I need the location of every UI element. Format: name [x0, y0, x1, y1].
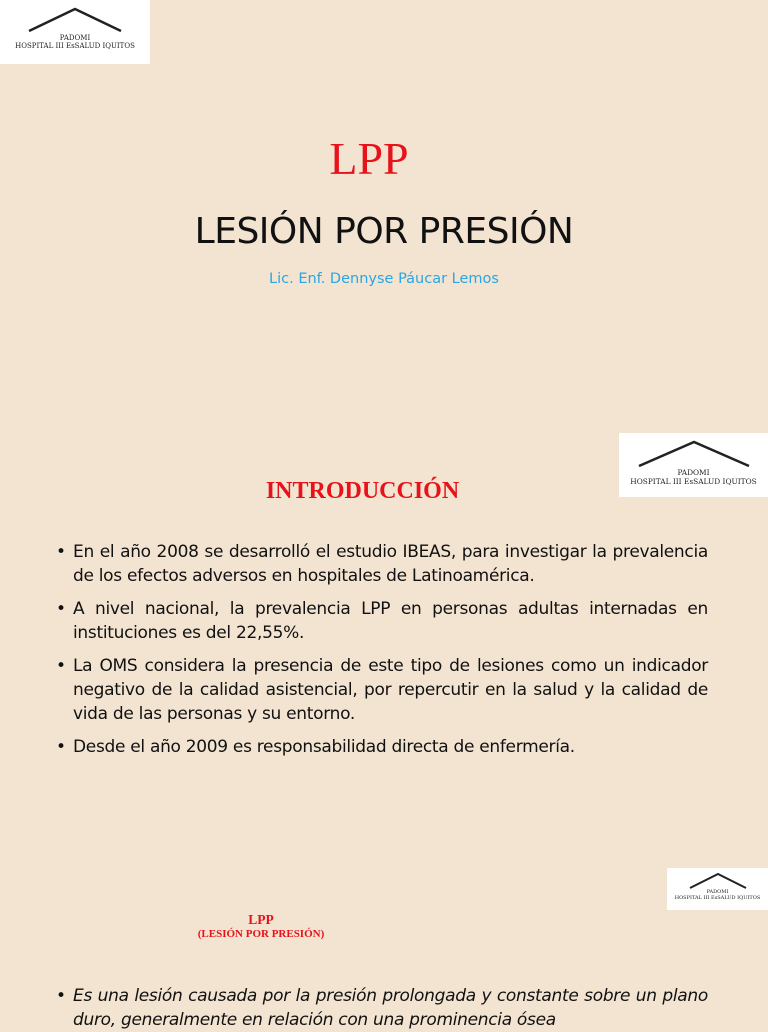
bullet-icon: • [56, 656, 66, 676]
section-title: LPP [248, 912, 274, 927]
list-item [56, 735, 708, 759]
section-subtitle: (LESIÓN POR PRESIÓN) [197, 927, 325, 940]
bullet-text: La OMS considera la presencia de este tipo de lesiones como un indicador negativo de la calidad asistencial, por repercutir en la salud y la calidad de vida de las personas y su entorno. [73, 656, 708, 724]
title-acronym: LPP [329, 133, 409, 184]
list-item [56, 654, 708, 726]
bullet-icon: • [56, 599, 66, 619]
logo-line-hospital: HOSPITAL III EsSALUD IQUITOS [674, 894, 761, 901]
author-name: Lic. Enf. Dennyse Páucar Lemos [269, 271, 499, 287]
roof-icon [26, 6, 124, 34]
roof-icon [688, 872, 748, 890]
section-heading-introduction: INTRODUCCIÓN [265, 478, 460, 504]
logo-line-padomi: PADOMI [706, 889, 729, 895]
hospital-logo-bottom [667, 868, 768, 910]
bullet-text: Desde el año 2009 es responsabilidad directa de enfermería. [73, 737, 575, 757]
bullet-text: A nivel nacional, la prevalencia LPP en personas adultas internadas en instituciones es del 22,55%. [73, 599, 708, 643]
logo-line-hospital: HOSPITAL III EsSALUD IQUITOS [15, 42, 135, 51]
intro-bullet-list [56, 540, 708, 768]
roof-icon [636, 439, 752, 469]
bullet-icon: • [56, 986, 66, 1006]
list-item [56, 597, 708, 645]
logo-line-padomi: PADOMI [59, 34, 91, 42]
definition-text: Es una lesión causada por la presión prolongada y constante sobre un plano duro, generalmente en relación con una prominencia ósea [73, 986, 708, 1030]
bullet-icon: • [56, 542, 66, 562]
hospital-logo-top [0, 0, 150, 64]
definition-paragraph [56, 984, 708, 1032]
logo-line-padomi: PADOMI [677, 468, 710, 477]
bullet-text: En el año 2008 se desarrolló el estudio IBEAS, para investigar la prevalencia de los efectos adversos en hospitales de Latinoamérica. [73, 542, 708, 586]
section-heading-lpp [0, 912, 522, 940]
list-item [56, 540, 708, 588]
logo-line-hospital: HOSPITAL III EsSALUD IQUITOS [630, 476, 757, 486]
page-title: LESIÓN POR PRESIÓN [194, 211, 574, 252]
bullet-icon: • [56, 737, 66, 757]
